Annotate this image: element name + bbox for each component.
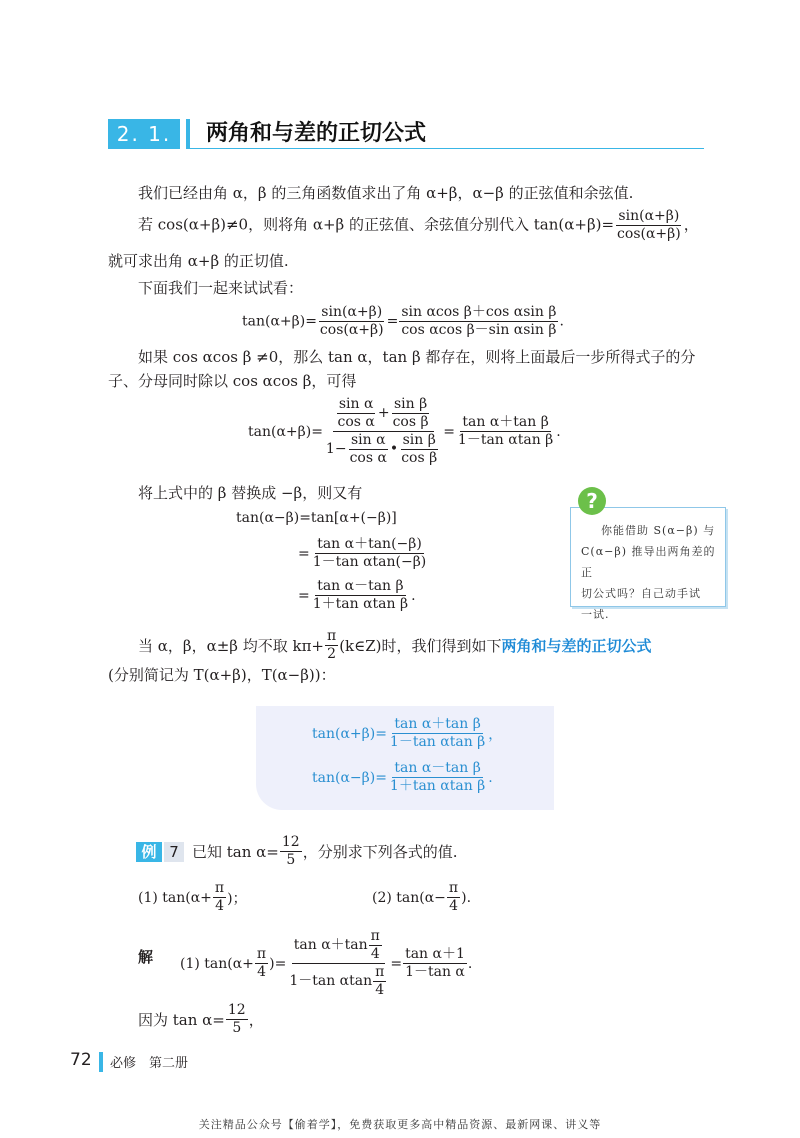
fraction-numerator: tan α＋1 <box>405 946 465 962</box>
fraction-denominator: cos β <box>401 450 438 466</box>
fraction-sin-cos <box>615 208 683 243</box>
fraction-numerator: π <box>375 964 385 980</box>
fraction-denominator: 5 <box>286 852 296 868</box>
punctuation: . <box>488 769 493 786</box>
fraction-numerator: π <box>327 628 337 644</box>
fraction-numerator: tan α－tan β <box>317 578 404 594</box>
equation-lhs: tan(α+β)= <box>242 313 317 330</box>
side-note-line: 你能借助 S(α−β) 与 <box>601 524 716 537</box>
example-text: 已知 tan α= <box>192 842 279 861</box>
equals: = <box>298 545 310 562</box>
section-divider <box>186 119 190 149</box>
question-text: ). <box>461 889 472 906</box>
fraction-numerator: sin(α+β) <box>618 208 680 224</box>
fraction-denominator: 1－tan α <box>405 964 465 980</box>
question-icon: ? <box>578 487 606 515</box>
punctuation: . <box>467 955 473 972</box>
book-title: 必修 第二册 <box>110 1056 189 1071</box>
fraction-denominator: 4 <box>375 982 385 998</box>
fraction-numerator: tan α－tan β <box>394 760 481 776</box>
compound-fraction <box>287 928 389 999</box>
fraction-denominator: 4 <box>215 898 224 914</box>
page-number: 72 <box>70 1050 92 1070</box>
multiply-dot: • <box>389 441 399 457</box>
fraction-numerator: π <box>370 928 380 944</box>
paragraph-tangent-value: 就可求出角 α+β 的正切值. <box>108 252 289 270</box>
fraction-denominator: cos(α+β) <box>617 226 681 242</box>
fraction-numerator: tan α＋tan β <box>394 716 481 732</box>
denominator-text: 1－tan αtan <box>289 973 373 989</box>
because-line <box>138 1002 264 1037</box>
paragraph-if-cos: 如果 cos αcos β ≠0，那么 tan α，tan β 都存在，则将上面最后一步所得式子的分 <box>138 348 696 366</box>
fraction-numerator: 12 <box>281 834 300 850</box>
equation-2 <box>248 396 561 467</box>
fraction-numerator: sin(α+β) <box>321 304 383 320</box>
fraction-1 <box>318 304 386 339</box>
example-text: ，分别求下列各式的值. <box>302 842 458 861</box>
fraction-denominator: cos αcos β－sin αsin β <box>401 322 557 338</box>
solution-text: (1) tan(α+ <box>180 955 254 972</box>
fraction-numerator: tan α＋tan β <box>462 414 549 430</box>
fraction-numerator: π <box>214 880 225 896</box>
formula-sum <box>312 716 502 751</box>
fraction-denominator: 2 <box>327 646 337 662</box>
fraction-denominator: 1＋tan αtan β <box>312 596 409 612</box>
punctuation: ， <box>248 1010 264 1029</box>
solution-label: 解 <box>138 948 154 966</box>
formula-lhs: tan(α−β)= <box>312 769 387 786</box>
fraction-numerator: 12 <box>227 1002 246 1018</box>
side-note-box <box>570 507 726 621</box>
fraction-denominator: 4 <box>449 898 458 914</box>
fraction-denominator: 5 <box>232 1020 242 1036</box>
fraction-denominator: cos(α+β) <box>319 322 384 338</box>
page-divider <box>99 1052 103 1072</box>
fraction-numerator: tan α＋tan(−β) <box>317 536 422 552</box>
fraction-numerator: π <box>448 880 459 896</box>
equals: = <box>386 313 399 330</box>
question-text: (1) tan(α+ <box>138 889 212 906</box>
side-note-line: 切公式吗？自己动手试 <box>581 587 701 600</box>
fraction-denominator: 1－tan αtan β <box>389 734 486 750</box>
equation-1 <box>242 304 564 339</box>
formula-diff <box>312 760 493 795</box>
compound-denominator <box>324 432 442 467</box>
paragraph-divide: 子、分母同时除以 cos αcos β，可得 <box>108 372 357 390</box>
fraction-denominator: 4 <box>257 964 266 980</box>
punctuation: . <box>559 313 564 330</box>
one-minus: 1− <box>325 441 347 457</box>
example-statement <box>192 834 457 869</box>
paragraph-intro: 我们已经由角 α，β 的三角函数值求出了角 α+β，α−β 的正弦值和余弦值. <box>138 184 634 202</box>
paragraph-condition <box>138 208 699 243</box>
fraction-numerator: sin α <box>350 432 386 448</box>
plus: + <box>377 405 390 421</box>
equals: = <box>298 587 310 604</box>
equals: = <box>443 423 455 440</box>
equals: = <box>390 955 403 972</box>
fraction-numerator: sin β <box>393 396 428 412</box>
example-number: 7 <box>164 842 184 862</box>
because-text: 因为 tan α= <box>138 1010 225 1029</box>
compound-numerator <box>292 928 385 964</box>
solution-equation <box>180 928 472 999</box>
fraction-denominator: cos α <box>337 414 375 430</box>
formula-lhs: tan(α+β)= <box>312 725 387 742</box>
paragraph-replace: 将上式中的 β 替换成 −β，则又有 <box>138 484 363 502</box>
compound-denominator <box>287 964 389 999</box>
fraction-denominator: 1＋tan αtan β <box>389 778 486 794</box>
fraction-denominator: 1－tan αtan(−β) <box>312 554 427 570</box>
fraction-denominator: 4 <box>370 946 380 962</box>
fraction-denominator: cos β <box>392 414 429 430</box>
numerator-text: tan α＋tan <box>293 937 368 953</box>
compound-fraction <box>324 396 442 467</box>
section-number: 2. 1. 3 <box>108 119 180 149</box>
condition-text: 当 α，β，α±β 均不取 kπ+ <box>138 636 324 655</box>
example-badge: 例 <box>136 842 162 862</box>
question-1 <box>138 880 247 915</box>
side-note-line: 一试. <box>581 608 610 621</box>
punctuation: . <box>556 423 561 440</box>
fraction-numerator: π <box>256 946 267 962</box>
equation-3-line-3 <box>298 578 416 613</box>
paragraph-try: 下面我们一起来试试看： <box>138 279 304 297</box>
punctuation: ， <box>488 726 503 743</box>
fraction-denominator: cos α <box>349 450 387 466</box>
paragraph-abbrev: (分别简记为 T(α+β)，T(α−β))： <box>108 666 336 684</box>
side-note-line: C(α−β) 推导出两角差的正 <box>581 545 716 579</box>
question-2 <box>372 880 471 915</box>
equation-3-line-1: tan(α−β)=tan[α+(−β)] <box>236 510 397 526</box>
punctuation: . <box>411 587 416 604</box>
fraction-2 <box>399 304 558 339</box>
equation-lhs: tan(α+β)= <box>248 423 323 440</box>
equation-3-line-2 <box>298 536 429 571</box>
condition-text: 若 cos(α+β)≠0，则将角 α+β 的正弦值、余弦值分别代入 tan(α+β)= <box>138 215 615 234</box>
condition-text: (k∈Z)时，我们得到如下 <box>339 636 502 655</box>
section-underline <box>186 148 704 149</box>
punctuation: ， <box>683 215 699 234</box>
promo-footer: 关注精品公众号【偷着学】，免费获取更多高中精品资源、最新网课、讲义等 <box>198 1118 602 1131</box>
highlighted-term: 两角和与差的正切公式 <box>501 636 652 655</box>
question-text: )； <box>227 890 247 907</box>
compound-numerator <box>333 396 434 432</box>
fraction-numerator: sin β <box>402 432 436 448</box>
section-title: 两角和与差的正切公式 <box>206 121 427 146</box>
paragraph-when <box>138 628 652 663</box>
fraction-numerator: sin αcos β＋cos αsin β <box>401 304 557 320</box>
solution-text: )= <box>269 955 287 972</box>
question-text: (2) tan(α− <box>372 889 446 906</box>
fraction-denominator: 1－tan αtan β <box>457 432 554 448</box>
fraction-numerator: sin α <box>338 396 374 412</box>
